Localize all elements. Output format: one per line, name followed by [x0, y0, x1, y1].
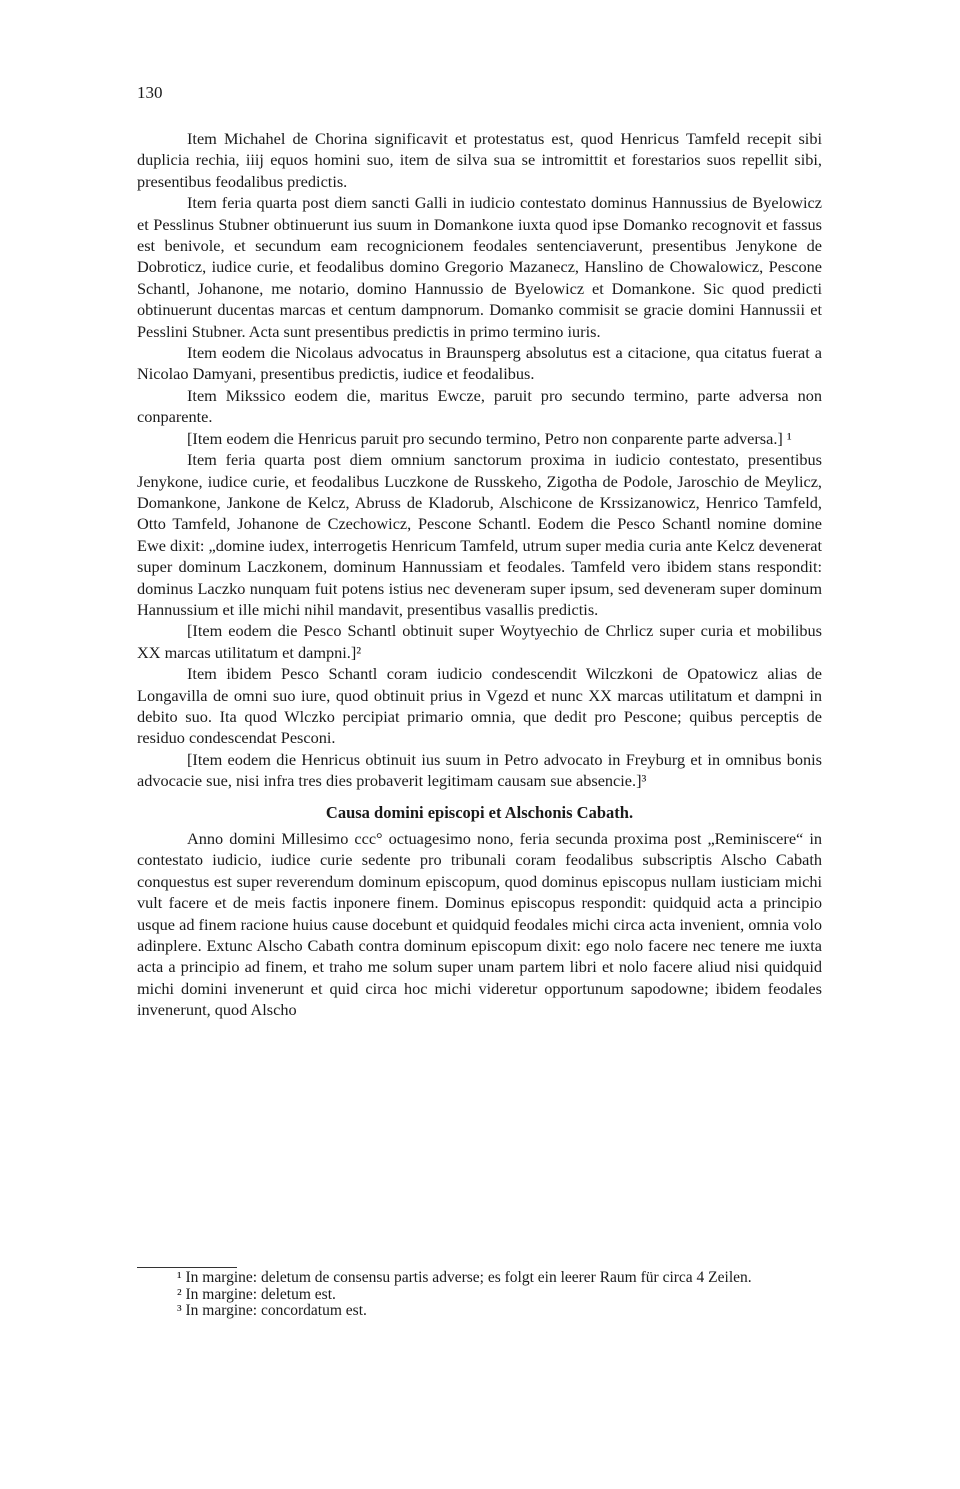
footnote: ³ In margine: concordatum est. — [177, 1302, 367, 1319]
section-heading: Causa domini episcopi et Alschonis Cabath. — [325, 802, 634, 822]
paragraph: Item Mikssico eodem die, maritus Ewcze, paruit pro secundo termino, parte adversa non conparente. — [137, 385, 822, 427]
paragraph: Item ibidem Pesco Schantl coram iudicio condescendit Wilczkoni de Opatowicz alias de Longavilla de omni suo iure, quod obtinuit prius in Vgezd et nunc XX marcas utilitatum et dampni in debito suo. Ita quod Wlczko percipiat primario omnia, que dedit pro Pescone; quibus perceptis de residuo condescendat Pesconi. — [137, 664, 822, 748]
footnote-rule — [137, 1267, 237, 1268]
paragraph: Item feria quarta post diem sancti Galli in iudicio contestato dominus Hannussius de Byelowicz et Pesslinus Stubner obtinuerunt ius suum in Domankone iuxta quod ipse Domanko recognovit et fassus est benivole, et secundum eam recognicionem feodales sentenciaverunt, presentibus Jenykone de Dobroticz, iudice curie, et feodalibus domino Gregorio Mazanecz, Hanslino de Chowalowicz, Pescone Schantl, Johanone, me notario, domino Hannussio de Byelowicz et Domankone. Sic quod predicti obtinuerunt ducentas marcas et centum dampnorum. Domanko commisit se gracie domini Hannussii et Pesslini Stubner. Acta sunt presentibus predictis in primo termino iuris. — [137, 193, 822, 341]
paragraph: Item Michahel de Chorina significavit et protestatus est, quod Henricus Tamfeld recepit sibi duplicia rechia, iiij equos homini suo, item de silva sua se intromittit et forestarios suos repellit sibi, presentibus feodalibus predictis. — [137, 129, 822, 191]
section-paragraph: Anno domini Millesimo ccc° octuagesimo nono, feria secunda proxima post „Reminiscere“ in contestato iudicio, iudice curie sedente pro tribunali coram feodalibus subscriptis Alscho Cabath conquestus est super reverendum dominum episcopum, quod dominus episcopus nullam iusticiam michi vult facere et de meis factis inponere finem. Dominus episcopus respondit: quidquid acta a principio usque ad finem racione huius cause docebunt et quidquid feodales michi circa acta invenient, omnia volo adinplere. Extunc Alscho Cabath contra dominum episcopum dixit: ego nolo facere nec tenere me iuxta acta a principio ad finem, et traho me solum super unam partem libri et nolo facere aliud nisi quidquid michi domini invenerunt et quid circa hoc michi videretur opportunum sapodowne; ibidem feodales invenerunt, quod Alscho — [137, 829, 822, 1020]
footnotes — [137, 1270, 822, 1320]
paragraph: Item eodem die Nicolaus advocatus in Braunsperg absolutus est a citacione, qua citatus fuerat a Nicolao Damyani, presentibus predictis, iudice et feodalibus. — [137, 343, 822, 384]
paragraph: [Item eodem die Henricus paruit pro secundo termino, Petro non conparente parte adversa.] ¹ — [187, 428, 792, 448]
main-text — [137, 128, 822, 1021]
paragraph: [Item eodem die Pesco Schantl obtinuit super Woytyechio de Chrlicz super curia et mobilibus XX marcas utilitatum et dampni.]² — [137, 621, 822, 662]
footnote: ¹ In margine: deletum de consensu partis adverse; es folgt ein leerer Raum für circa 4 Zeilen. — [177, 1269, 752, 1286]
paragraph: [Item eodem die Henricus obtinuit ius suum in Petro advocato in Freyburg et in omnibus bonis advocacie sue, nisi infra tres dies probaverit legitimam causam sue absencie.]³ — [137, 749, 822, 791]
paragraph: Item feria quarta post diem omnium sanctorum proxima in iudicio contestato, presentibus Jenykone, iudice curie, et feodalibus Luczkone de Russkeho, Zigotha de Podole, Jaroschio de Meylicz, Domankone, Jankone de Kelcz, Abruss de Kladorub, Alschicone de Krssizanowicz, Henrico Tamfeld, Otto Tamfeld, Johanone de Czechowicz, Pescone Schantl. Eodem die Pesco Schantl nomine domine Ewe dixit: „domine iudex, interrogetis Henricum Tamfeld, utrum super media curia ante Kelcz devenerat super dominum Laczkonem, dominum Hannussiam et feodales. Tamfeld vero ibidem stans respondit: dominus Laczko nunquam fuit potens istius nec deveneram super ipsum, sed deveneram super dominum Hannussium et ille michi nihil mandavit, presentibus vasallis predictis. — [137, 450, 822, 619]
page-number: 130 — [137, 83, 163, 102]
footnote: ² In margine: deletum est. — [177, 1285, 336, 1303]
